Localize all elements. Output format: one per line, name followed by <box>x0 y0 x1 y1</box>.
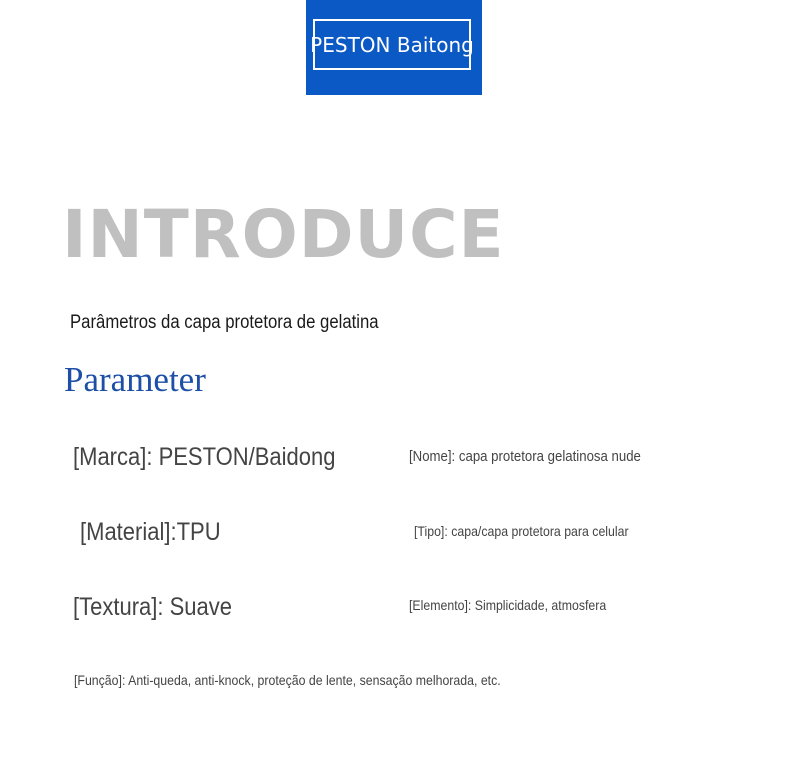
introduce-heading: INTRODUCE <box>62 196 505 273</box>
parameter-heading: Parameter <box>64 360 206 399</box>
param-nome: [Nome]: capa protetora gelatinosa nude <box>409 448 641 465</box>
param-funcao: [Função]: Anti-queda, anti-knock, proteção de lente, sensação melhorada, etc. <box>74 672 501 688</box>
param-textura: [Textura]: Suave <box>73 593 232 621</box>
brand-logo <box>306 0 482 95</box>
param-marca: [Marca]: PESTON/Baidong <box>73 443 336 471</box>
param-elemento: [Elemento]: Simplicidade, atmosfera <box>409 597 607 613</box>
param-material: [Material]:TPU <box>80 518 221 546</box>
section-subtitle: Parâmetros da capa protetora de gelatina <box>70 312 379 333</box>
brand-logo-text: PESTON Baitong <box>313 19 471 70</box>
param-tipo: [Tipo]: capa/capa protetora para celular <box>414 523 629 539</box>
